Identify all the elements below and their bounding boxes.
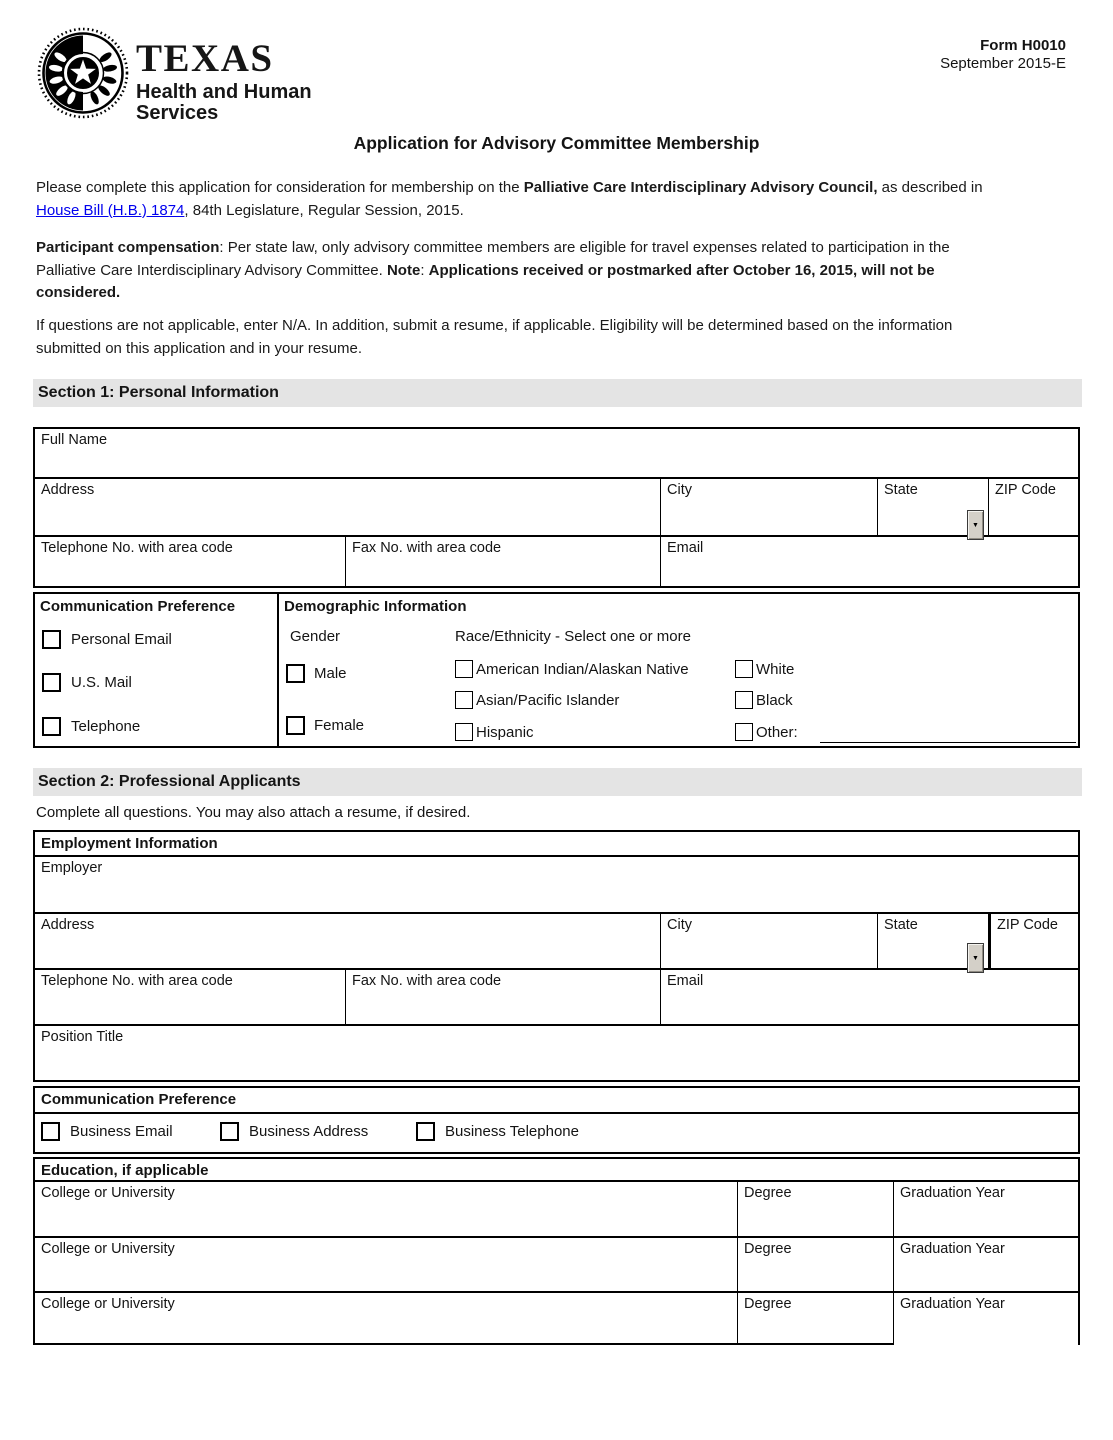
note-sep: : <box>420 261 429 279</box>
female-checkbox[interactable] <box>286 716 305 735</box>
address-field[interactable] <box>35 479 660 535</box>
intro-text: Please complete this application for consideration for membership on the <box>36 179 524 196</box>
compensation-text: : Per state law, only advisory committee members are eligible for travel expenses related to participation in the <box>219 239 950 256</box>
business-zip-field[interactable] <box>988 914 1078 968</box>
telephone-pref-checkbox[interactable] <box>42 717 61 736</box>
personal-email-checkbox[interactable] <box>42 630 61 649</box>
house-bill-link[interactable]: House Bill (H.B.) 1874 <box>36 201 185 219</box>
personal-info-table <box>33 427 1080 588</box>
business-state-dropdown-button[interactable] <box>967 943 984 973</box>
telephone-label: Telephone No. with area code <box>41 540 233 556</box>
form-identifier <box>940 37 1066 73</box>
male-option <box>286 664 347 683</box>
personal-email-label: Personal Email <box>71 631 172 648</box>
college-field-3[interactable] <box>35 1293 737 1345</box>
college-field-1[interactable] <box>35 1182 737 1236</box>
demographic-information-cell <box>279 594 1078 746</box>
business-comm-pref-table <box>33 1086 1080 1154</box>
graduation-year-field-1[interactable] <box>893 1182 1078 1236</box>
fax-label: Fax No. with area code <box>352 540 502 556</box>
deadline-bold: considered. <box>36 284 121 301</box>
hispanic-option <box>455 723 534 741</box>
agency-name <box>136 39 312 124</box>
american-indian-checkbox[interactable] <box>455 660 473 678</box>
business-address-pref-label: Business Address <box>249 1123 369 1140</box>
college-field-2[interactable] <box>35 1238 737 1291</box>
na-text: submitted on this application and in your resume. <box>36 339 363 357</box>
other-label: Other: <box>756 723 798 741</box>
asian-pacific-label: Asian/Pacific Islander <box>476 691 620 709</box>
graduation-year-field-2[interactable] <box>893 1238 1078 1291</box>
graduation-year-label: Graduation Year <box>900 1296 1005 1312</box>
form-number: Form H0010 <box>980 37 1066 54</box>
intro-text: , 84th Legislature, Regular Session, 2015. <box>184 201 464 219</box>
demographic-information-heading: Demographic Information <box>284 598 467 615</box>
communication-preference-heading: Communication Preference <box>40 598 236 615</box>
business-address-option <box>220 1122 368 1141</box>
male-checkbox[interactable] <box>286 664 305 683</box>
white-checkbox[interactable] <box>735 660 753 678</box>
employer-field[interactable] <box>35 857 1078 912</box>
degree-label: Degree <box>744 1185 792 1201</box>
business-comm-pref-options <box>35 1114 1078 1152</box>
telephone-pref-label: Telephone <box>71 718 141 735</box>
zip-code-field[interactable] <box>988 479 1078 535</box>
asian-pacific-option <box>455 691 619 709</box>
american-indian-label: American Indian/Alaskan Native <box>476 660 689 678</box>
hispanic-checkbox[interactable] <box>455 723 473 741</box>
us-mail-option <box>42 673 132 692</box>
telephone-field[interactable] <box>35 537 345 586</box>
black-label: Black <box>756 691 793 709</box>
college-label: College or University <box>41 1296 175 1312</box>
state-label: State <box>884 482 918 498</box>
business-email-option <box>41 1122 173 1141</box>
business-address-field[interactable] <box>35 914 660 968</box>
white-label: White <box>756 660 795 678</box>
graduation-year-label: Graduation Year <box>900 1241 1005 1257</box>
agency-name-line2: Services <box>136 102 219 124</box>
compensation-text: Palliative Care Interdisciplinary Advisory Committee. <box>36 261 387 279</box>
education-table <box>33 1157 1080 1345</box>
deadline-bold: Applications received or postmarked after October 16, 2015, will not be <box>428 261 935 279</box>
personal-email-option <box>42 630 172 649</box>
full-name-label: Full Name <box>41 432 108 448</box>
intro-paragraph <box>36 177 1106 222</box>
zip-code-label: ZIP Code <box>995 482 1056 498</box>
form-date: September 2015-E <box>940 55 1066 72</box>
section2-header: Section 2: Professional Applicants <box>33 768 1082 796</box>
graduation-year-label: Graduation Year <box>900 1185 1005 1201</box>
employment-info-heading: Employment Information <box>41 835 218 852</box>
page-title: Application for Advisory Committee Membership <box>353 133 760 153</box>
na-instructions-paragraph <box>36 315 1106 360</box>
business-address-checkbox[interactable] <box>220 1122 239 1141</box>
us-mail-checkbox[interactable] <box>42 673 61 692</box>
address-label: Address <box>41 482 95 498</box>
business-fax-label: Fax No. with area code <box>352 973 502 989</box>
white-option <box>735 660 794 678</box>
hispanic-label: Hispanic <box>476 723 534 741</box>
business-email-field[interactable] <box>660 970 1078 1024</box>
state-field[interactable] <box>877 479 988 535</box>
american-indian-option <box>455 660 689 678</box>
na-text: If questions are not applicable, enter N/A. In addition, submit a resume, if applicable. Eligibility will be determined based on the information <box>36 317 953 334</box>
intro-text: as described in <box>877 179 983 196</box>
business-email-label: Email <box>667 973 704 989</box>
college-label: College or University <box>41 1241 175 1257</box>
communication-preference-cell <box>35 594 279 746</box>
business-city-field[interactable] <box>660 914 877 968</box>
education-heading: Education, if applicable <box>41 1162 209 1179</box>
note-bold: Note <box>386 261 421 279</box>
graduation-year-field-3[interactable] <box>893 1293 1078 1345</box>
city-field[interactable] <box>660 479 877 535</box>
business-telephone-checkbox[interactable] <box>416 1122 435 1141</box>
us-mail-label: U.S. Mail <box>71 674 132 691</box>
race-ethnicity-label: Race/Ethnicity - Select one or more <box>455 628 691 645</box>
college-label: College or University <box>41 1185 175 1201</box>
employment-info-table <box>33 830 1080 1082</box>
state-dropdown-button[interactable] <box>967 510 984 540</box>
business-city-label: City <box>667 917 692 933</box>
agency-name-line1: Health and Human <box>136 81 312 103</box>
degree-label: Degree <box>744 1296 792 1312</box>
dropdown-arrow-icon: ▼ <box>972 521 979 529</box>
compensation-bold: Participant compensation <box>36 239 220 256</box>
black-checkbox[interactable] <box>735 691 753 709</box>
fax-field[interactable] <box>345 537 660 586</box>
compensation-paragraph <box>36 237 1106 305</box>
dropdown-arrow-icon: ▼ <box>972 954 979 962</box>
council-name-bold: Palliative Care Interdisciplinary Advisory Council, <box>523 179 878 196</box>
business-email-pref-label: Business Email <box>70 1123 173 1140</box>
texas-hhs-seal-icon <box>37 27 129 119</box>
business-email-checkbox[interactable] <box>41 1122 60 1141</box>
degree-field-1[interactable] <box>737 1182 893 1236</box>
other-checkbox[interactable] <box>735 723 753 741</box>
business-telephone-label: Telephone No. with area code <box>41 973 233 989</box>
employer-label: Employer <box>41 860 103 876</box>
business-state-label: State <box>884 917 918 933</box>
degree-field-3[interactable] <box>737 1293 893 1345</box>
business-state-field[interactable] <box>877 914 988 968</box>
business-comm-pref-heading: Communication Preference <box>41 1091 237 1108</box>
black-option <box>735 691 793 709</box>
full-name-field[interactable] <box>35 429 1078 477</box>
telephone-option <box>42 717 140 736</box>
comm-pref-demographics-table <box>33 592 1080 748</box>
agency-name-texas: TEXAS <box>136 37 274 80</box>
gender-label: Gender <box>290 628 341 645</box>
degree-label: Degree <box>744 1241 792 1257</box>
asian-pacific-checkbox[interactable] <box>455 691 473 709</box>
position-title-label: Position Title <box>41 1029 124 1045</box>
business-fax-field[interactable] <box>345 970 660 1024</box>
other-option <box>735 723 798 741</box>
email-label: Email <box>667 540 704 556</box>
business-zip-label: ZIP Code <box>997 917 1058 933</box>
business-telephone-field[interactable] <box>35 970 345 1024</box>
male-label: Male <box>314 665 347 682</box>
business-telephone-pref-label: Business Telephone <box>445 1123 579 1140</box>
female-label: Female <box>314 717 365 734</box>
other-text-line[interactable] <box>820 742 1076 743</box>
section2-instructions: Complete all questions. You may also attach a resume, if desired. <box>36 804 471 821</box>
city-label: City <box>667 482 692 498</box>
business-telephone-option <box>416 1122 579 1141</box>
position-title-field[interactable] <box>35 1026 1078 1080</box>
email-field[interactable] <box>660 537 1078 586</box>
business-address-label: Address <box>41 917 95 933</box>
section1-header: Section 1: Personal Information <box>33 379 1082 407</box>
female-option <box>286 716 364 735</box>
degree-field-2[interactable] <box>737 1238 893 1291</box>
